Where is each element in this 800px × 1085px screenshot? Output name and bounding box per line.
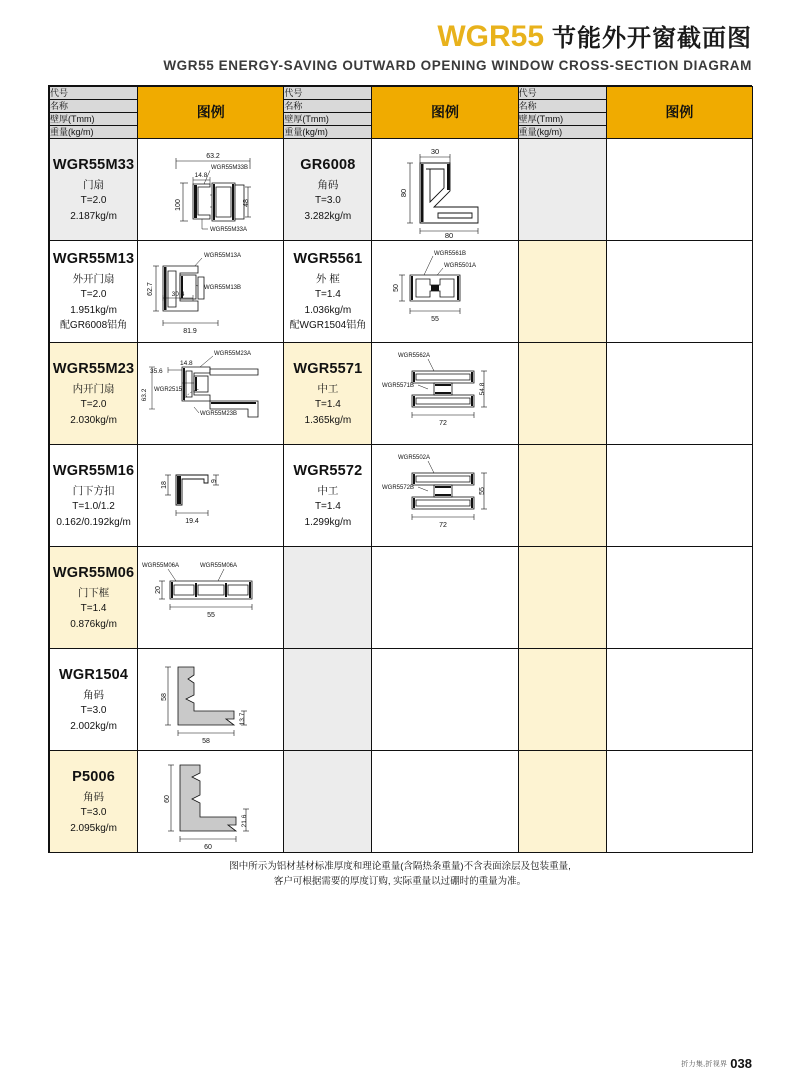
profile-code: WGR55M33	[52, 156, 135, 173]
profile-diagram-p5006	[138, 751, 284, 852]
dim-label: 50	[393, 284, 401, 292]
footer-brand: 折力集,折视界	[681, 1061, 728, 1068]
head-thickness-col2: 壁厚(Tmm)	[284, 113, 372, 126]
table-row	[50, 547, 753, 649]
profile-diagram-wgr55m06	[138, 547, 284, 648]
profile-weight: 0.162/0.192kg/m	[56, 516, 131, 528]
dim-label: 58	[202, 738, 211, 745]
header-product-code: WGR55	[437, 20, 544, 53]
dim-label: 81.9	[183, 328, 197, 335]
dim-label: 54.8	[479, 382, 487, 396]
table-row	[50, 751, 753, 853]
dim-label: 72	[439, 522, 448, 529]
table-row	[50, 343, 753, 445]
profile-name: 中工	[317, 382, 339, 395]
part-label: WGR55M06A	[142, 563, 180, 569]
profile-label-cell	[50, 547, 138, 649]
profile-thickness: T=1.4	[80, 603, 107, 615]
dim-label: 9	[211, 479, 219, 483]
profile-label-cell-empty	[284, 547, 372, 649]
head-figure-col3: 图例	[606, 87, 752, 139]
profile-label-cell-empty	[518, 445, 606, 547]
profile-diagram-wgr5561	[372, 241, 518, 342]
part-label: WGR5562A	[398, 353, 431, 359]
head-weight-col2: 重量(kg/m)	[284, 126, 372, 139]
profile-thickness: T=1.4	[314, 289, 341, 301]
profile-code: WGR55M13	[52, 251, 135, 268]
part-label: WGR55M23A	[214, 351, 252, 357]
profile-diagram-wgr55m23	[138, 343, 284, 444]
profile-weight: 2.002kg/m	[70, 720, 117, 732]
profile-name: 外开门扇	[72, 273, 115, 286]
head-weight-col3: 重量(kg/m)	[518, 126, 606, 139]
table-row	[50, 241, 753, 343]
profile-label-cell	[50, 241, 138, 343]
profile-thickness: T=2.0	[80, 399, 107, 411]
dim-label: 62.7	[147, 282, 155, 296]
dim-label: 63.2	[141, 388, 149, 402]
profile-label-cell	[50, 139, 138, 241]
profile-name: 门下框	[77, 586, 110, 599]
footer-note-line-1: 图中所示为铝材基材标准厚度和理论重量(含隔热条重量)不含表面涂层及包装重量,	[229, 861, 571, 872]
profile-name: 中工	[317, 484, 339, 497]
part-label: WGR55M13A	[204, 253, 242, 259]
profile-label-cell-empty	[284, 649, 372, 751]
profile-figure-cell-empty	[606, 547, 752, 649]
profile-diagram-wgr5571	[372, 343, 518, 444]
head-thickness-col3: 壁厚(Tmm)	[518, 113, 606, 126]
profile-name: 内开门扇	[72, 382, 115, 395]
profile-diagram-wgr1504	[138, 649, 284, 750]
profile-label-cell-empty	[284, 751, 372, 853]
head-figure-col1: 图例	[138, 87, 284, 139]
profile-label-cell	[50, 649, 138, 751]
profile-label-cell-empty	[518, 751, 606, 853]
profile-figure-cell-empty	[606, 445, 752, 547]
profile-weight: 1.951kg/m	[70, 304, 117, 316]
head-weight-col1: 重量(kg/m)	[50, 126, 138, 139]
profile-weight: 1.299kg/m	[304, 516, 352, 528]
dim-label: 48	[243, 199, 251, 207]
profile-figure-cell	[372, 343, 518, 445]
profile-figure-cell	[138, 547, 284, 649]
dim-label: 30.4	[171, 291, 185, 298]
dim-label: 55	[479, 487, 487, 495]
footer-note-line-2: 客户可根据需要的厚度订购, 实际重量以过硼时的重量为准。	[273, 876, 527, 888]
profile-thickness: T=2.0	[80, 289, 107, 301]
head-thickness-col1: 壁厚(Tmm)	[50, 113, 138, 126]
head-code-col3: 代号	[518, 87, 606, 100]
profile-code: WGR55M23	[52, 360, 135, 377]
dim-label: 58	[161, 693, 169, 701]
table-head-row-1	[50, 87, 753, 100]
profile-diagram-wgr55m13	[138, 241, 284, 342]
profile-figure-cell-empty	[372, 751, 518, 853]
profile-diagram-wgr55m33	[138, 139, 284, 240]
profile-name: 角码	[317, 178, 339, 191]
profile-thickness: T=1.4	[314, 501, 341, 513]
profile-label-cell	[284, 241, 372, 343]
profile-label-cell	[284, 343, 372, 445]
dim-label: 55	[207, 612, 216, 619]
part-label: WGR55M23B	[200, 411, 238, 417]
profile-label-cell-empty	[518, 139, 606, 241]
dim-label: 60	[204, 844, 213, 851]
page-number: 038	[730, 1056, 752, 1071]
profile-weight: 2.187kg/m	[70, 210, 117, 222]
profile-code: P5006	[72, 768, 116, 785]
dim-label: 19.4	[185, 518, 199, 525]
table-row	[50, 139, 753, 241]
part-label: WGR55M33B	[211, 165, 249, 171]
profile-figure-cell	[138, 139, 284, 241]
profile-label-cell	[50, 751, 138, 853]
profile-figure-cell	[372, 445, 518, 547]
part-label: WGR5572B	[382, 485, 415, 491]
profile-figure-cell-empty	[606, 649, 752, 751]
table-row	[50, 649, 753, 751]
profile-code: WGR1504	[59, 666, 129, 683]
profile-diagram-wgr5572	[372, 445, 518, 546]
dim-label: 14.8	[180, 360, 193, 367]
head-name-col3: 名称	[518, 100, 606, 113]
dim-label: 13.7	[239, 712, 247, 726]
profile-thickness: T=3.0	[314, 195, 341, 207]
profile-code: WGR5561	[293, 251, 363, 268]
dim-label: 100	[175, 199, 183, 211]
part-label: WGR5571B	[382, 383, 415, 389]
profile-thickness: T=3.0	[80, 807, 107, 819]
head-code-col1: 代号	[50, 87, 138, 100]
profile-diagram-gr6008	[372, 139, 518, 240]
footer-note	[48, 859, 752, 889]
dim-label: 35.6	[150, 368, 163, 375]
profile-label-cell-empty	[518, 241, 606, 343]
profile-weight: 2.030kg/m	[70, 414, 117, 426]
header-title-line	[48, 18, 752, 54]
profile-figure-cell-empty	[606, 241, 752, 343]
profile-weight: 2.095kg/m	[70, 822, 117, 834]
profile-weight: 1.036kg/m	[304, 304, 352, 316]
page-header	[0, 0, 800, 77]
dim-label: 80	[445, 231, 454, 240]
dim-label: 21.6	[241, 814, 249, 828]
profile-figure-cell	[138, 241, 284, 343]
spec-table-wrapper	[48, 85, 752, 853]
profile-code: WGR5571	[293, 360, 363, 377]
part-label: WGR55M13B	[204, 285, 242, 291]
profile-label-cell	[284, 139, 372, 241]
dim-label: 20	[155, 586, 163, 594]
part-label: WGR55M06A	[200, 563, 238, 569]
profile-diagram-wgr55m16	[138, 445, 284, 546]
profile-label-cell	[50, 445, 138, 547]
profile-code: GR6008	[300, 156, 356, 173]
part-label: WGR2515	[154, 387, 183, 393]
profile-extra: 配WGR1504铝角	[289, 320, 367, 332]
head-name-col2: 名称	[284, 100, 372, 113]
profile-figure-cell	[372, 241, 518, 343]
profile-name: 角码	[83, 790, 105, 803]
head-name-col1: 名称	[50, 100, 138, 113]
profile-figure-cell	[138, 751, 284, 853]
part-label: WGR5502A	[398, 455, 431, 461]
profile-label-cell	[284, 445, 372, 547]
profile-name: 角码	[83, 688, 105, 701]
dim-label: 60	[164, 795, 172, 803]
profile-code: WGR5572	[293, 462, 363, 479]
profile-code: WGR55M16	[52, 462, 135, 479]
header-title-en: WGR55 ENERGY-SAVING OUTWARD OPENING WINDOW CROSS-SECTION DIAGRAM	[163, 58, 752, 73]
profile-figure-cell-empty	[606, 751, 752, 853]
profile-label-cell-empty	[518, 343, 606, 445]
profile-name: 门扇	[83, 178, 105, 191]
dim-label: 80	[399, 188, 409, 198]
profile-figure-cell	[138, 343, 284, 445]
table-row	[50, 445, 753, 547]
part-label: WGR55M33A	[210, 227, 248, 233]
dim-label: 63.2	[206, 153, 220, 160]
profile-weight: 1.365kg/m	[304, 414, 352, 426]
profile-code: WGR55M06	[52, 564, 135, 581]
profile-label-cell-empty	[518, 547, 606, 649]
dim-label: 55	[431, 316, 440, 323]
profile-figure-cell	[138, 445, 284, 547]
profile-name: 门下方扣	[72, 484, 115, 497]
head-figure-col2: 图例	[372, 87, 518, 139]
profile-figure-cell-empty	[606, 139, 752, 241]
profile-figure-cell	[138, 649, 284, 751]
profile-name: 外 框	[315, 273, 340, 286]
profile-label-cell	[50, 343, 138, 445]
profile-figure-cell-empty	[372, 649, 518, 751]
profile-label-cell-empty	[518, 649, 606, 751]
profile-figure-cell-empty	[372, 547, 518, 649]
profile-figure-cell	[372, 139, 518, 241]
footer-page-bar	[681, 1056, 752, 1071]
profile-thickness: T=1.4	[314, 399, 341, 411]
profile-weight: 3.282kg/m	[304, 210, 352, 222]
part-label: WGR5561B	[434, 251, 467, 257]
header-title-cn: 节能外开窗截面图	[552, 25, 752, 52]
profile-figure-cell-empty	[606, 343, 752, 445]
dim-label: 30	[431, 147, 440, 156]
dim-label: 18	[161, 481, 169, 489]
dim-label: 72	[439, 420, 448, 427]
profile-thickness: T=3.0	[80, 705, 107, 717]
dim-label: 14.8	[194, 172, 208, 179]
profile-weight: 0.876kg/m	[70, 618, 117, 630]
part-label: WGR5501A	[444, 263, 477, 269]
profile-extra: 配GR6008铝角	[59, 320, 128, 332]
spec-table	[49, 86, 753, 853]
profile-thickness: T=1.0/1.2	[72, 501, 115, 513]
head-code-col2: 代号	[284, 87, 372, 100]
profile-thickness: T=2.0	[80, 195, 107, 207]
